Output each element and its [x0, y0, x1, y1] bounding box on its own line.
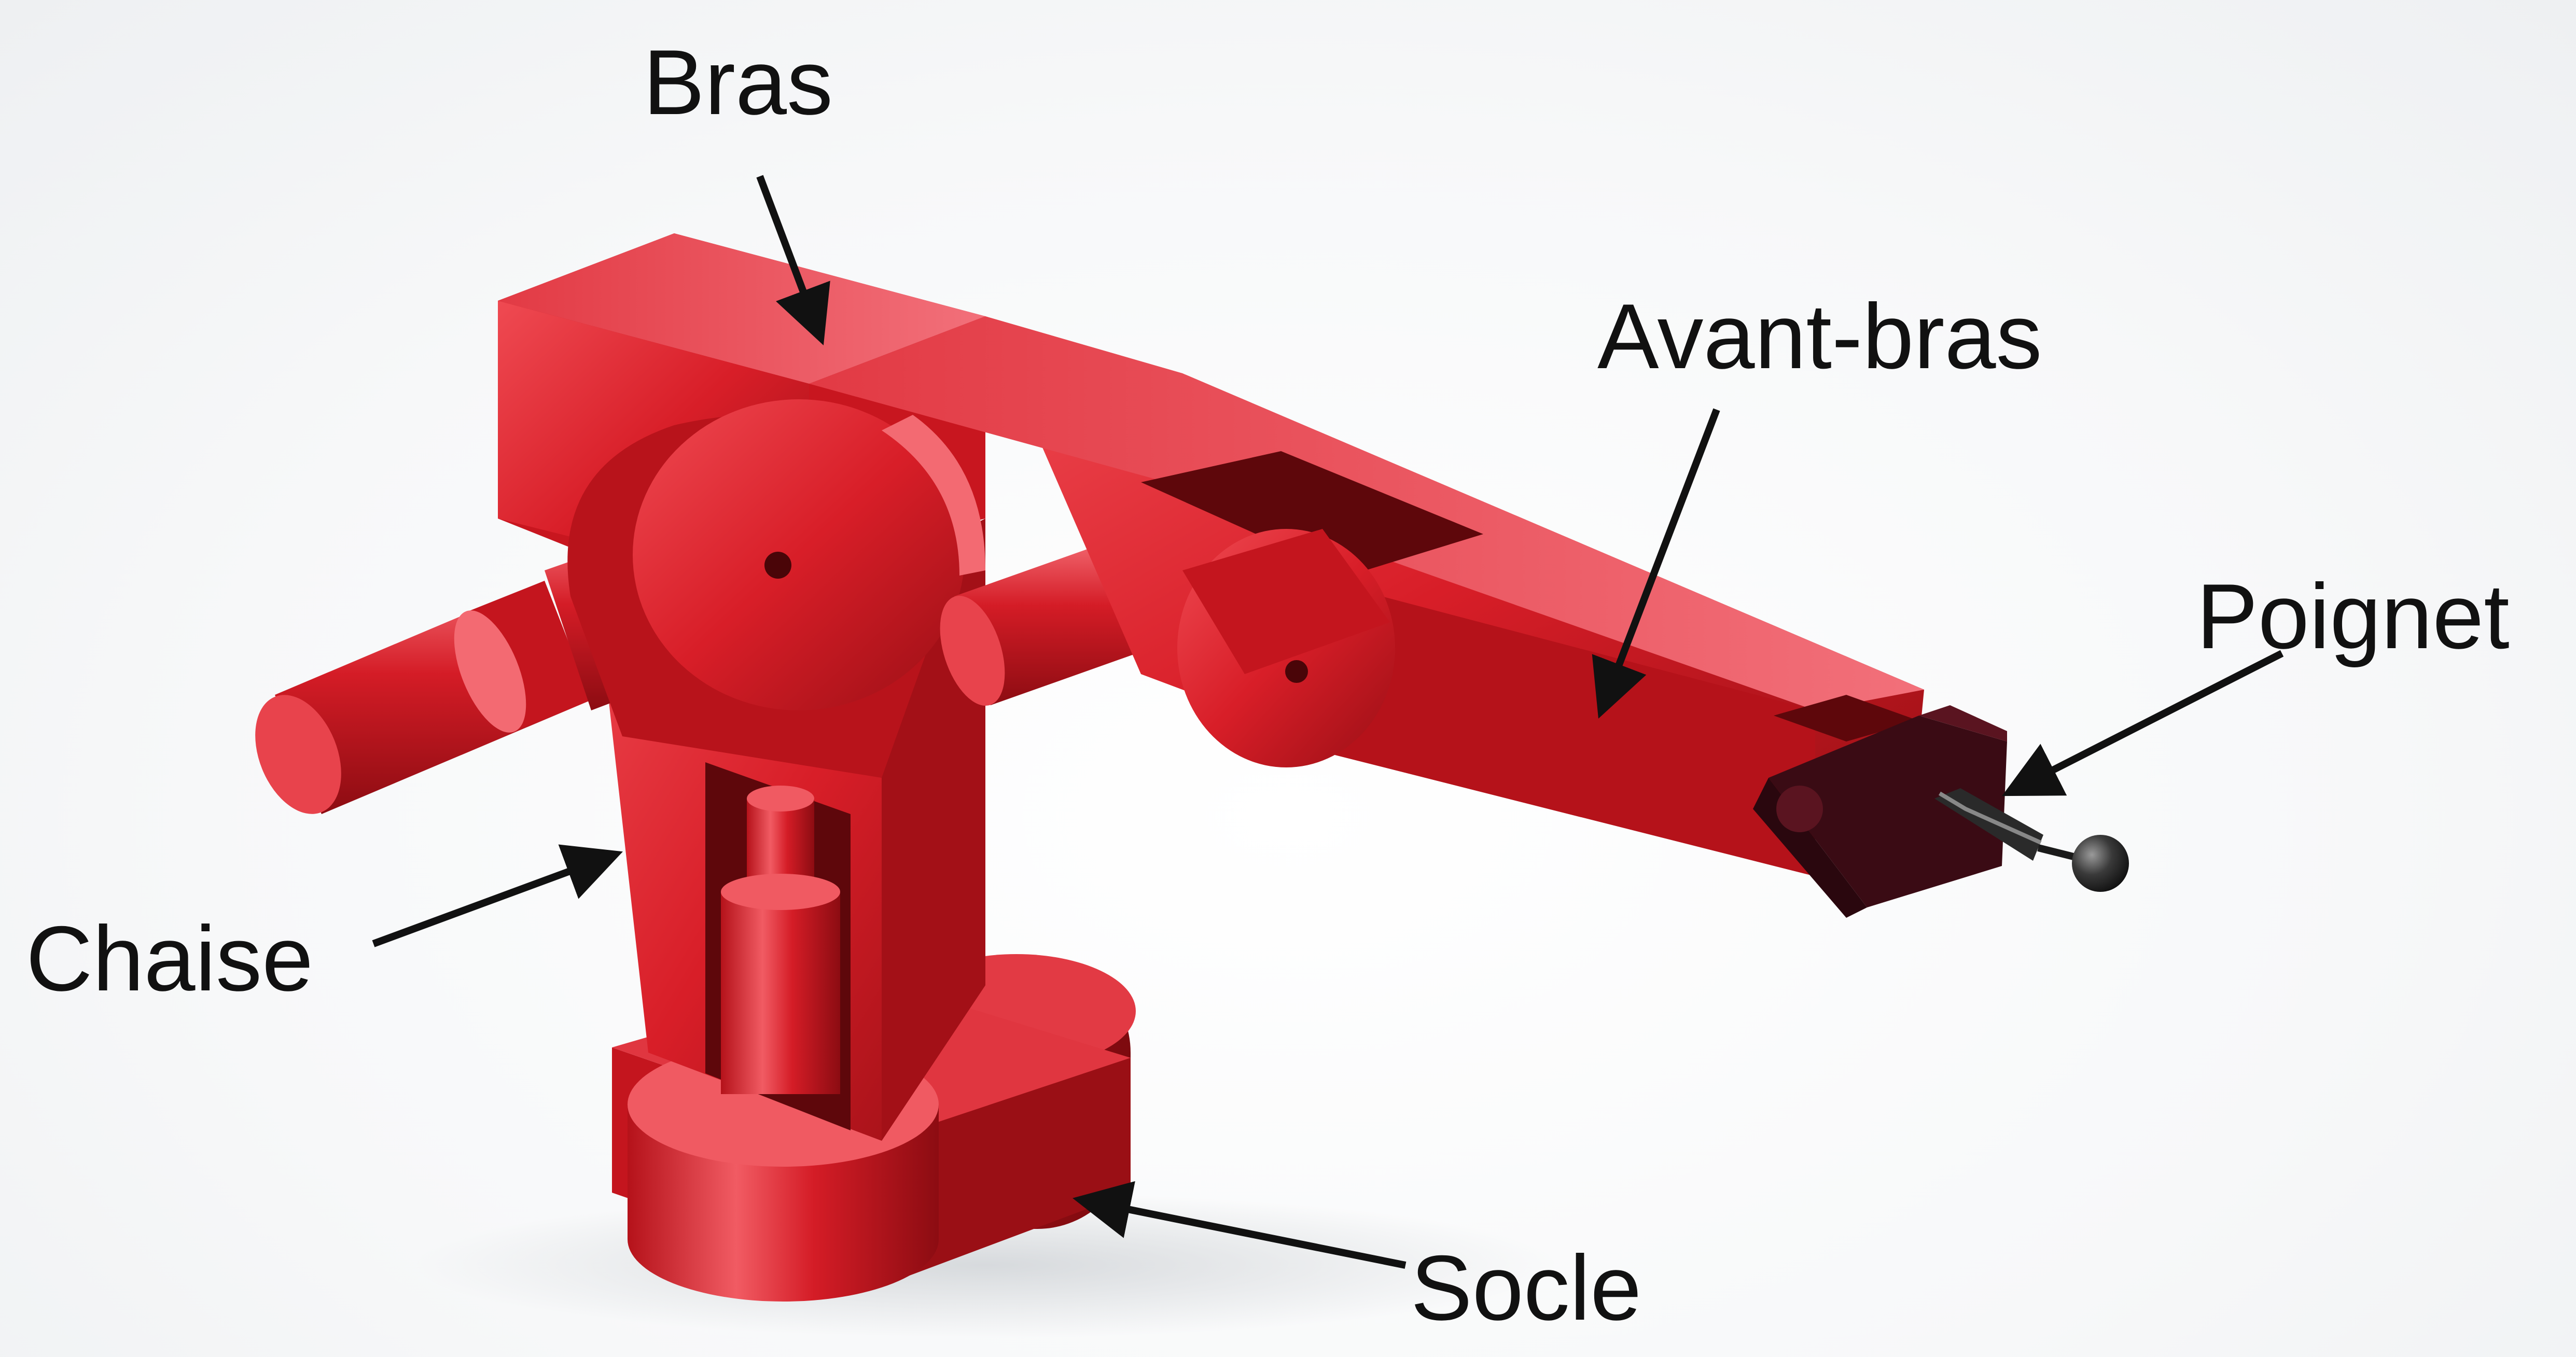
label-avant-bras: Avant-bras	[1597, 285, 2042, 388]
label-poignet: Poignet	[2196, 565, 2510, 668]
arrow-poignet	[2012, 653, 2282, 791]
label-socle: Socle	[1411, 1236, 1642, 1339]
arrow-chaise	[373, 856, 612, 944]
label-bras: Bras	[643, 31, 833, 134]
label-chaise: Chaise	[26, 907, 314, 1010]
